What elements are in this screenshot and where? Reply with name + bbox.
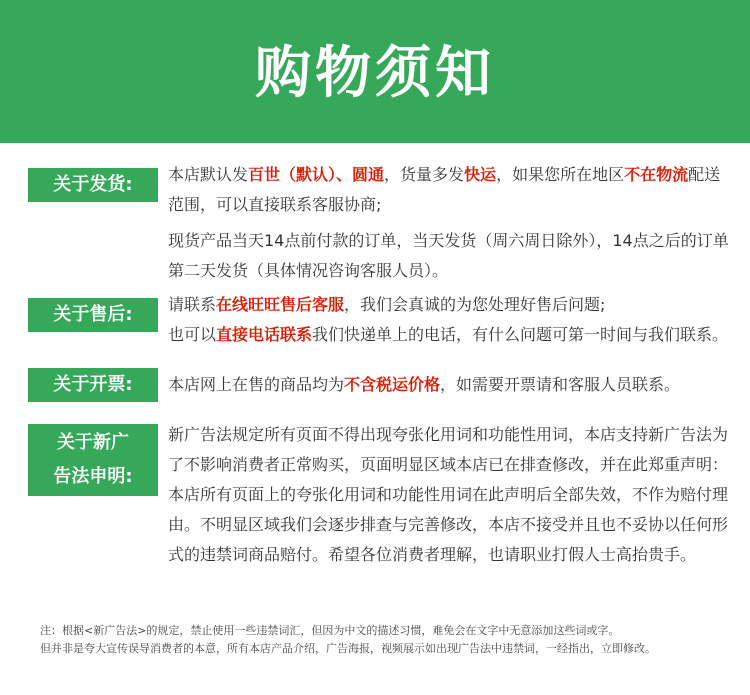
shipping-paragraph-1: [168, 160, 736, 220]
adlaw-label-line-2: 告法申明:: [53, 466, 133, 487]
text: 请联系: [168, 295, 217, 314]
aftersale-paragraph-2: [168, 320, 736, 350]
adlaw-label: [28, 424, 158, 496]
highlight-carriers: 百世（默认）、圆通: [248, 165, 385, 184]
aftersale-content: [168, 290, 736, 350]
invoice-content: [168, 370, 736, 400]
text: ，货量多发: [384, 165, 465, 184]
footnote-line-2: 但并非是夸大宣传误导消费者的本意，所有本店产品介绍，广告海报，视频展示如出现广告法中违禁词，一经指出，立即修改。: [40, 642, 656, 655]
page-title: 购物须知: [255, 40, 495, 106]
highlight-no-logistics: 不在物流: [624, 165, 689, 184]
invoice-paragraph-1: [168, 370, 736, 400]
highlight-online-service: 在线旺旺售后客服: [216, 295, 345, 314]
adlaw-label-line-1: 关于新广: [57, 432, 129, 453]
text: 本店网上在售的商品均为: [168, 375, 345, 394]
adlaw-paragraph: 新广告法规定所有页面不得出现夸张化用词和功能性用词，本店支持新广告法为了不影响消费者正常购买，页面明显区域本店已在排查修改，并在此郑重声明：本店所有页面上的夸张化用词和功能性用词在此声明后全部失效，不作为赔付理由。不明显区域我们会逐步排查与完善修改，本店不接受并且也不妥协以任何形式的违禁词商品赔付。希望各位消费者理解，也请职业打假人士高抬贵手。: [168, 425, 729, 564]
text: ，如果您所在地区: [496, 165, 625, 184]
shipping-content: [168, 160, 736, 286]
text: 我们快递单上的电话，有什么问题可第一时间与我们联系。: [312, 325, 729, 344]
text: ，我们会真诚的为您处理好售后问题;: [344, 295, 606, 314]
text: 配送范围，可以直接联系客服协商;: [168, 165, 721, 214]
highlight-phone-contact: 直接电话联系: [216, 325, 313, 344]
shipping-paragraph-2: 现货产品当天14点前付款的订单，当天发货（周六周日除外），14点之后的订单第二天发货（具体情况咨询客服人员）。: [168, 231, 729, 280]
text: 本店默认发: [168, 165, 249, 184]
aftersale-label: 关于售后:: [28, 298, 158, 332]
text: ，如需要开票请和客服人员联系。: [440, 375, 681, 394]
header-banner: [0, 0, 750, 143]
highlight-express: 快运: [464, 165, 497, 184]
text: 也可以: [168, 325, 217, 344]
footnote-line-1: 注：根据<新广告法>的规定，禁止使用一些违禁词汇，但因为中文的描述习惯，难免会在文字中无意添加这些词或字。: [40, 624, 620, 637]
shipping-label: 关于发货:: [28, 168, 158, 202]
footnote: [40, 622, 740, 658]
invoice-label: 关于开票:: [28, 368, 158, 402]
aftersale-paragraph-1: [168, 290, 736, 320]
highlight-tax-excluded: 不含税运价格: [344, 375, 441, 394]
adlaw-content: [168, 420, 736, 570]
